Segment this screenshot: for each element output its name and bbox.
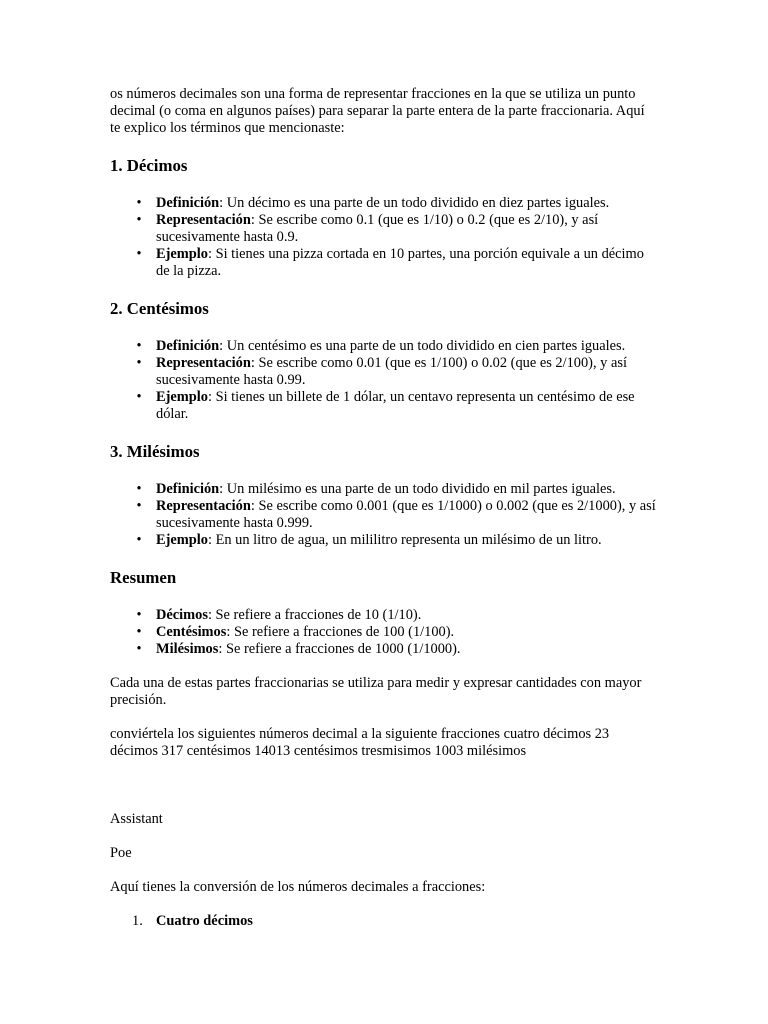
list-item-term: Definición — [156, 195, 220, 211]
list-item-term: Representación — [156, 355, 251, 371]
list-item-text: : Si tienes un billete de 1 dólar, un centavo representa un centésimo de ese dólar. — [156, 389, 635, 422]
section-heading-decimos: 1. Décimos — [110, 156, 188, 175]
list-item-term: Definición — [156, 481, 220, 497]
list-item — [136, 355, 658, 389]
list-item-text: : Un milésimo es una parte de un todo dividido en mil partes iguales. — [219, 481, 616, 497]
list-item — [136, 246, 658, 280]
list-item-text: : Se refiere a fracciones de 100 (1/100). — [226, 624, 455, 640]
section-list-resumen — [110, 607, 658, 658]
bot-name: Poe — [110, 845, 132, 861]
section-list-centesimos — [110, 338, 658, 423]
list-item-text: : Un centésimo es una parte de un todo dividido en cien partes iguales. — [219, 338, 626, 354]
bullet-icon: • — [136, 607, 142, 623]
bullet-icon: • — [136, 624, 142, 640]
user-request-paragraph: conviértela los siguientes números decimal a la siguiente fracciones cuatro décimos 23 décimos 317 centésimos 14013 centésimos tresmisimos 1003 milésimos — [110, 726, 610, 759]
bullet-icon: • — [136, 355, 142, 371]
section-heading-resumen: Resumen — [110, 568, 177, 587]
list-item-term: Centésimos — [156, 624, 227, 640]
bullet-icon: • — [136, 338, 142, 354]
list-item-term: Décimos — [156, 607, 208, 623]
list-item — [136, 338, 658, 355]
list-item-text: : En un litro de agua, un mililitro representa un milésimo de un litro. — [207, 532, 602, 548]
list-item-text: : Se escribe como 0.01 (que es 1/100) o 0.02 (que es 2/100), y así sucesivamente hasta 0.99. — [156, 355, 627, 388]
list-item — [136, 498, 658, 532]
bullet-icon: • — [136, 195, 142, 211]
list-item — [136, 212, 658, 246]
list-item-text: : Si tienes una pizza cortada en 10 partes, una porción equivale a un décimo de la pizza. — [156, 246, 644, 279]
closing-paragraph: Cada una de estas partes fraccionarias se utiliza para medir y expresar cantidades con mayor precisión. — [110, 675, 642, 708]
list-item-text: : Se escribe como 0.001 (que es 1/1000) o 0.002 (que es 2/1000), y así sucesivamente hasta 0.999. — [156, 498, 656, 531]
list-item — [136, 532, 658, 549]
list-item-text: : Se escribe como 0.1 (que es 1/10) o 0.2 (que es 2/10), y así sucesivamente hasta 0.9. — [156, 212, 599, 245]
bullet-icon: • — [136, 481, 142, 497]
bullet-icon: • — [136, 498, 142, 514]
bullet-icon: • — [136, 389, 142, 405]
list-item-term: Ejemplo — [156, 389, 208, 405]
list-item-term: Ejemplo — [156, 246, 208, 262]
bullet-icon: • — [136, 246, 142, 262]
list-item-text: : Un décimo es una parte de un todo dividido en diez partes iguales. — [219, 195, 610, 211]
section-heading-centesimos: 2. Centésimos — [110, 299, 209, 318]
list-item-term: Representación — [156, 212, 251, 228]
list-item — [136, 195, 658, 212]
bullet-icon: • — [136, 532, 142, 548]
list-item-term: Representación — [156, 498, 251, 514]
answer-item-number: 1. — [132, 913, 143, 929]
intro-paragraph: os números decimales son una forma de representar fracciones en la que se utiliza un punto decimal (o coma en algunos países) para separar la parte entera de la parte fraccionaria. Aquí te explico los términos que mencionaste: — [110, 86, 645, 136]
answer-list — [110, 913, 658, 930]
answer-item-title: Cuatro décimos — [156, 913, 253, 929]
section-list-decimos — [110, 195, 658, 280]
bullet-icon: • — [136, 212, 142, 228]
list-item-text: : Se refiere a fracciones de 10 (1/10). — [207, 607, 422, 623]
list-item — [136, 624, 658, 641]
list-item — [136, 607, 658, 624]
assistant-label: Assistant — [110, 811, 163, 827]
list-item-term: Definición — [156, 338, 220, 354]
list-item-text: : Se refiere a fracciones de 1000 (1/1000). — [218, 641, 461, 657]
list-item — [136, 389, 658, 423]
answer-item — [132, 913, 658, 930]
bullet-icon: • — [136, 641, 142, 657]
section-list-milesimos — [110, 481, 658, 549]
section-heading-milesimos: 3. Milésimos — [110, 442, 200, 461]
list-item-term: Milésimos — [156, 641, 219, 657]
list-item-term: Ejemplo — [156, 532, 208, 548]
answer-intro: Aquí tienes la conversión de los números decimales a fracciones: — [110, 879, 486, 895]
list-item — [136, 481, 658, 498]
list-item — [136, 641, 658, 658]
